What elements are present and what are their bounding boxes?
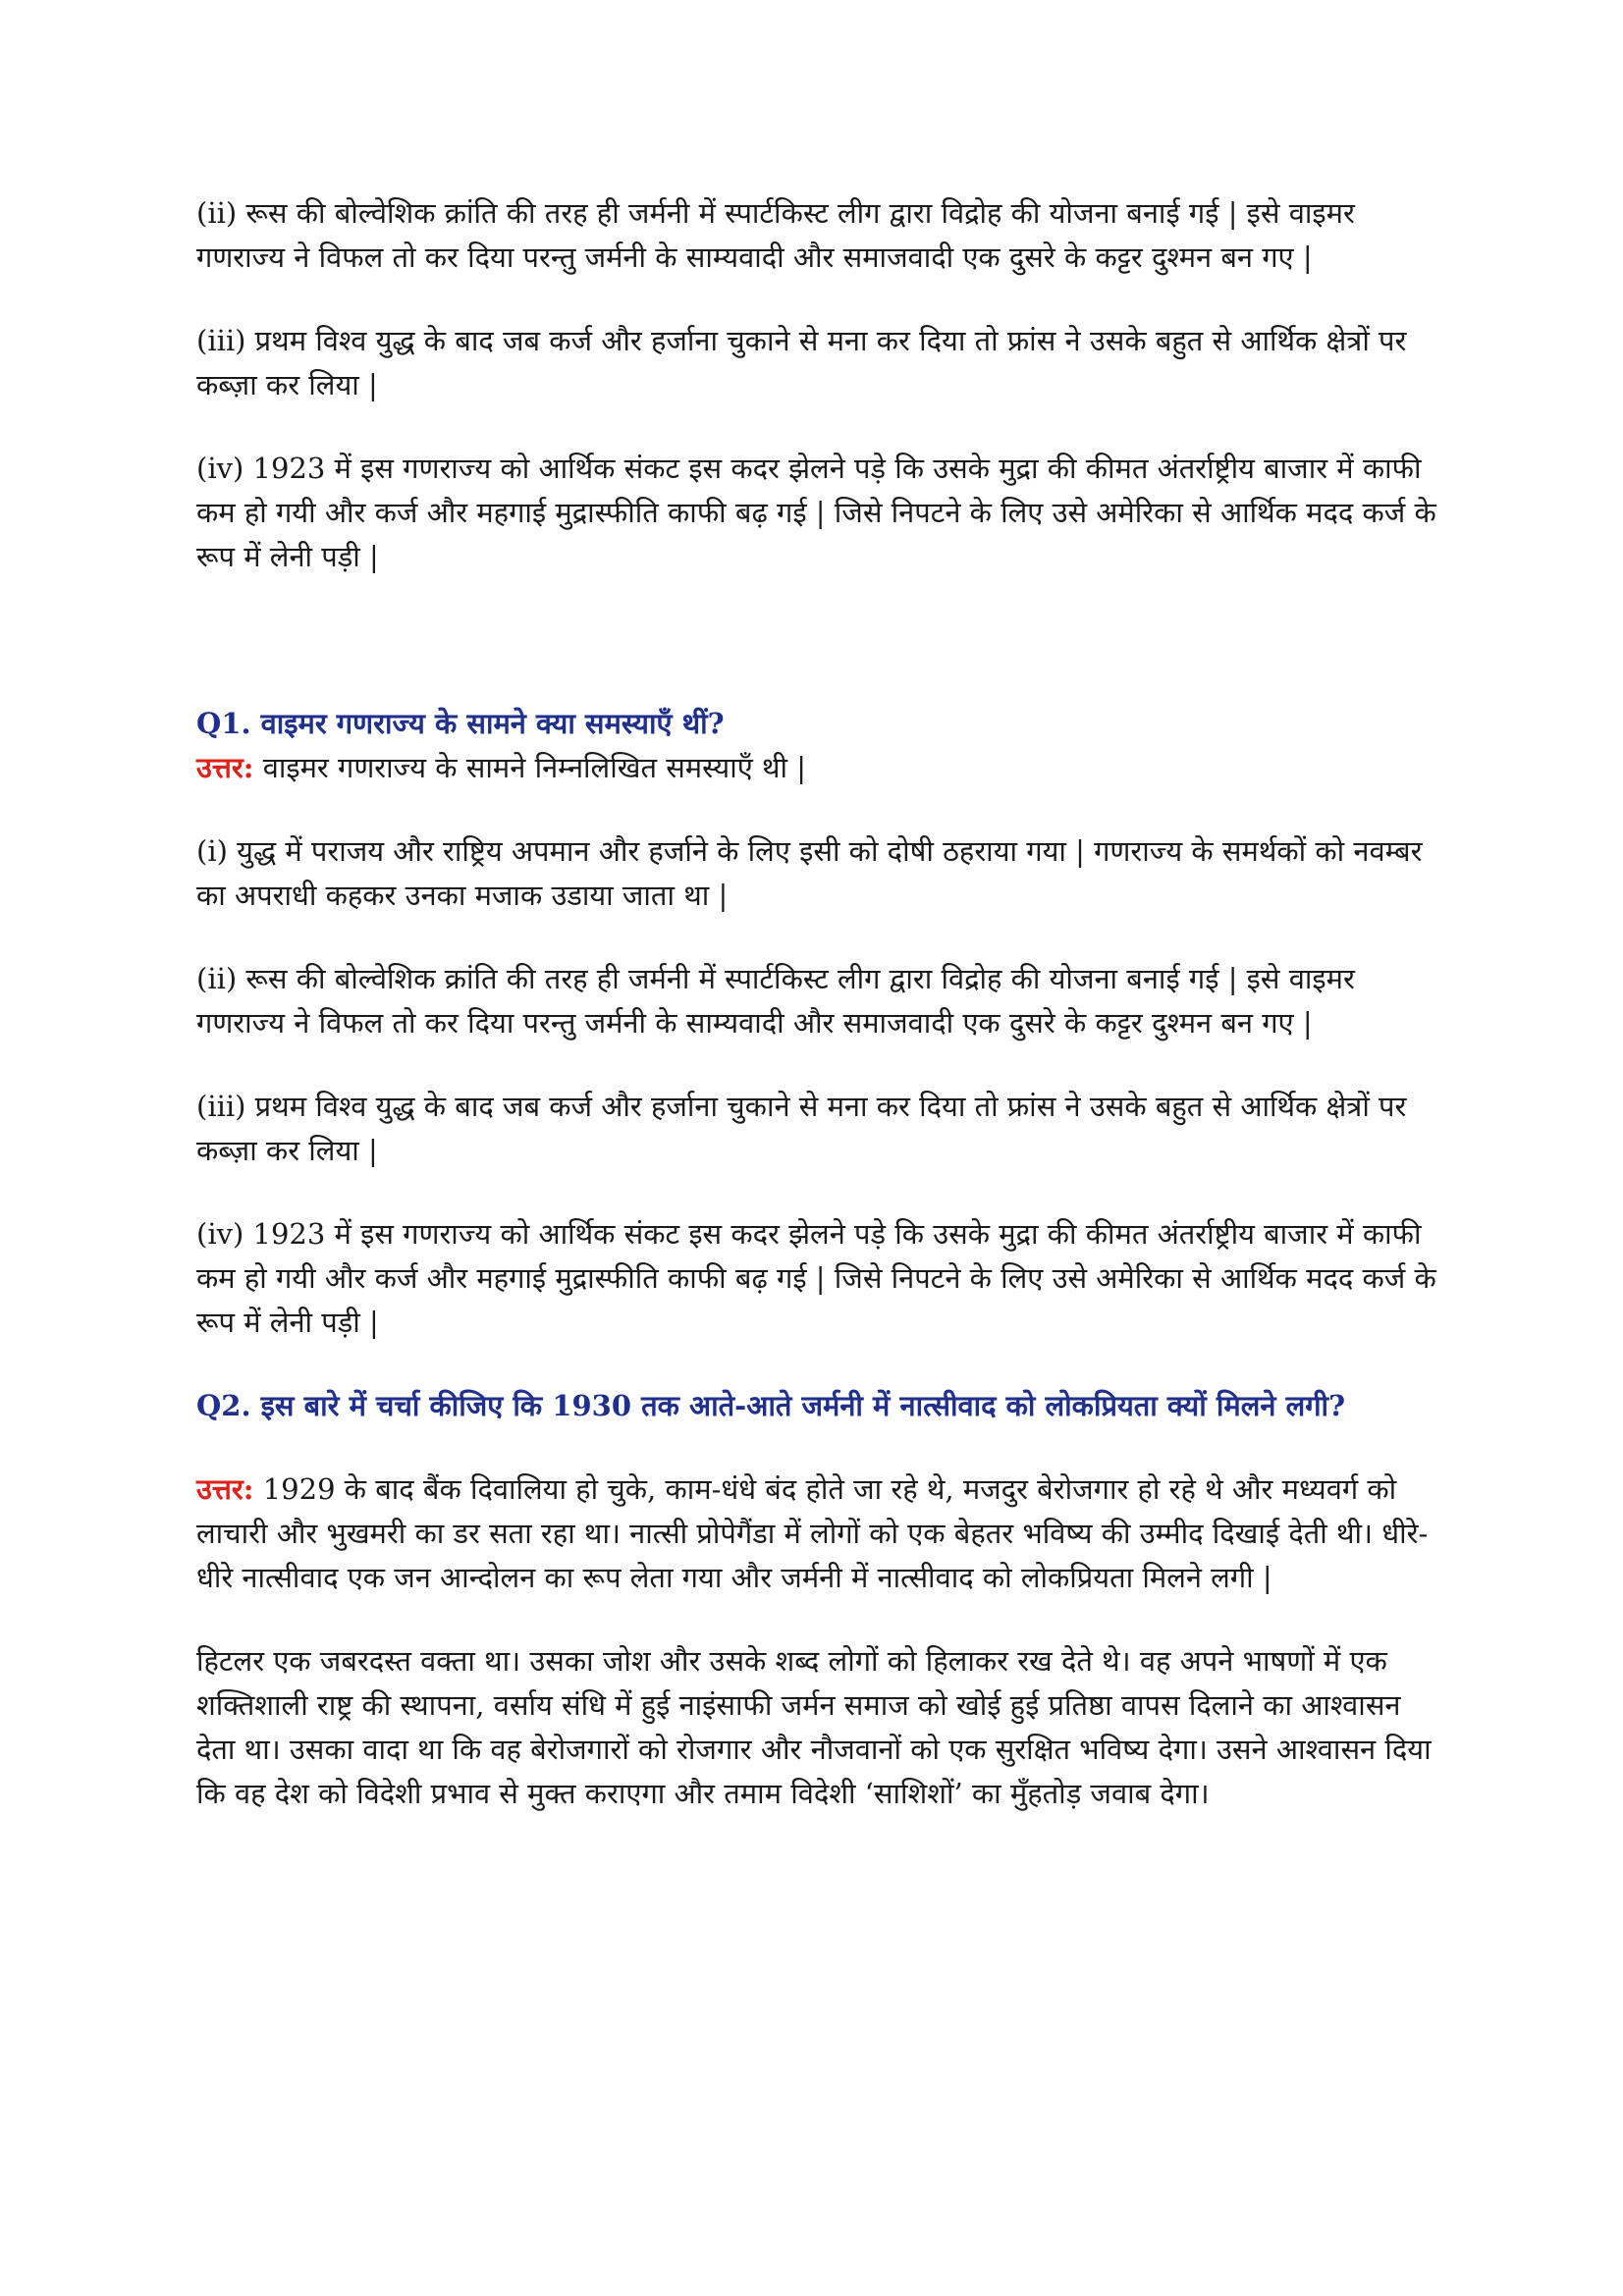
q2-question: Q2. इस बारे में चर्चा कीजिए कि 1930 तक आते-आते जर्मनी में नात्सीवाद को लोकप्रियता क्यों मिलने लगी? bbox=[196, 1389, 1346, 1422]
q1-point-ii: (ii) रूस की बोल्वेशिक क्रांति की तरह ही जर्मनी में स्पार्टकिस्ट लीग द्वारा विद्रोह की योजना बनाई गई | इसे वाइमर गणराज्य ने विफल तो कर दिया परन्तु जर्मनी के साम्यवादी और समाजवादी एक दुसरे के कट्टर दुश्मन बन गए | bbox=[196, 962, 1355, 1040]
top-point-iv: (iv) 1923 में इस गणराज्य को आर्थिक संकट इस कदर झेलने पड़े कि उसके मुद्रा की कीमत अंतर्राष्ट्रीय बाजार में काफी कम हो गयी और कर्ज और महगाई मुद्रास्फीति काफी बढ़ गई | जिसे निपटने के लिए उसे अमेरिका से आर्थिक मदद कर्ज के रूप में लेनी पड़ी | bbox=[196, 452, 1436, 573]
q1-answer-intro-text: वाइमर गणराज्य के सामने निम्नलिखित समस्याएँ थी | bbox=[253, 751, 807, 784]
document-page bbox=[196, 191, 1443, 1816]
q1-answer-label: उत्तर: bbox=[196, 751, 254, 784]
top-point-iii: (iii) प्रथम विश्व युद्ध के बाद जब कर्ज और हर्जाना चुकाने से मना कर दिया तो फ्रांस ने उसके बहुत से आर्थिक क्षेत्रों पर कब्ज़ा कर लिया | bbox=[196, 324, 1407, 401]
q1-question: Q1. वाइमर गणराज्य के सामने क्या समस्याएँ थीं? bbox=[196, 707, 725, 740]
q1-point-iv: (iv) 1923 में इस गणराज्य को आर्थिक संकट इस कदर झेलने पड़े कि उसके मुद्रा की कीमत अंतर्राष्ट्रीय बाजार में काफी कम हो गयी और कर्ज और महगाई मुद्रास्फीति काफी बढ़ गई | जिसे निपटने के लिए उसे अमेरिका से आर्थिक मदद कर्ज के रूप में लेनी पड़ी | bbox=[196, 1217, 1436, 1339]
q2-answer-text: 1929 के बाद बैंक दिवालिया हो चुके, काम-धंधे बंद होते जा रहे थे, मजदुर बेरोजगार हो रहे थे और मध्यवर्ग को लाचारी और भुखमरी का डर सता रहा था। नात्सी प्रोपेगैंडा में लोगों को एक बेहतर भविष्य की उम्मीद दिखाई देती थी। धीरे-धीरे नात्सीवाद एक जन आन्दोलन का रूप लेता गया और जर्मनी में नात्सीवाद को लोकप्रियता मिलने लगी | bbox=[196, 1472, 1429, 1594]
q1-answer-intro bbox=[196, 746, 1443, 790]
q2-paragraph-2: हिटलर एक जबरदस्त वक्ता था। उसका जोश और उसके शब्द लोगों को हिलाकर रख देते थे। वह अपने भाषणों में एक शक्तिशाली राष्ट्र की स्थापना, वर्साय संधि में हुई नाइंसाफी जर्मन समाज को खोई हुई प्रतिष्ठा वापस दिलाने का आश्वासन देता था। उसका वादा था कि वह बेरोजगारों को रोजगार और नौजवानों को एक सुरक्षित भविष्य देगा। उसने आश्वासन दिया कि वह देश को विदेशी प्रभाव से मुक्त कराएगा और तमाम विदेशी ‘साशिशों’ का मुँहतोड़ जवाब देगा। bbox=[196, 1644, 1432, 1810]
q1-point-i: (i) युद्ध में पराजय और राष्ट्रिय अपमान और हर्जाने के लिए इसी को दोषी ठहराया गया | गणराज्य के समर्थकों को नवम्बर का अपराधी कहकर उनका मजाक उडाया जाता था | bbox=[196, 834, 1423, 912]
q1-point-iii: (iii) प्रथम विश्व युद्ध के बाद जब कर्ज और हर्जाना चुकाने से मना कर दिया तो फ्रांस ने उसके बहुत से आर्थिक क्षेत्रों पर कब्ज़ा कर लिया | bbox=[196, 1090, 1407, 1167]
q2-answer bbox=[196, 1468, 1443, 1600]
q2-answer-label: उत्तर: bbox=[196, 1472, 254, 1506]
top-point-ii: (ii) रूस की बोल्वेशिक क्रांति की तरह ही जर्मनी में स्पार्टकिस्ट लीग द्वारा विद्रोह की योजना बनाई गई | इसे वाइमर गणराज्य ने विफल तो कर दिया परन्तु जर्मनी के साम्यवादी और समाजवादी एक दुसरे के कट्टर दुश्मन बन गए | bbox=[196, 196, 1355, 274]
